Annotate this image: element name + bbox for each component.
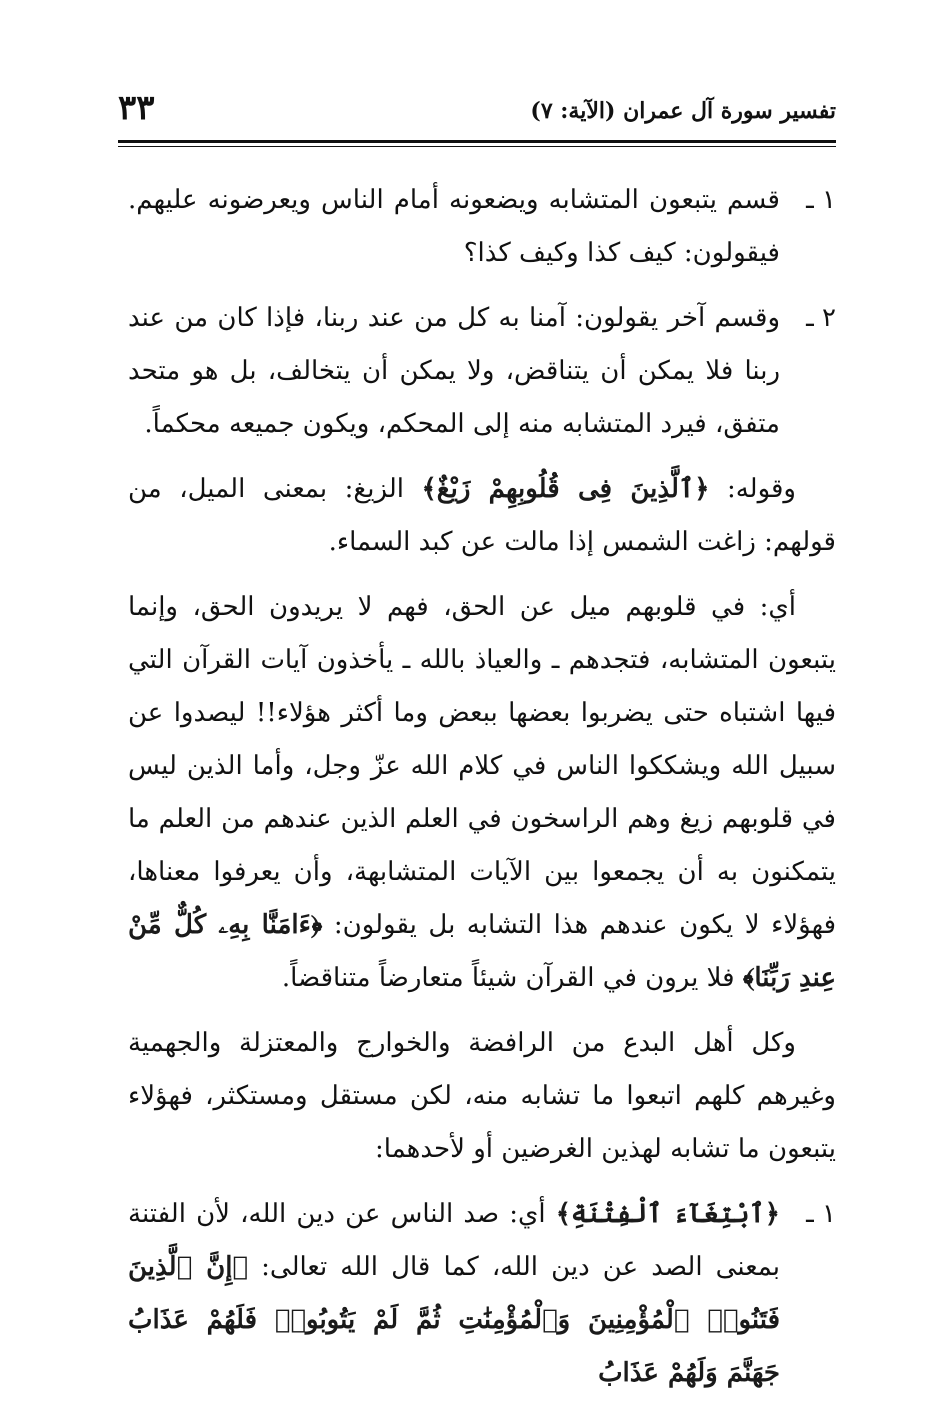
list-item-text: أي: صد الناس عن دين الله، لأن الفتنة بمعنى الصد عن دين الله، كما قال الله تعالى: (128, 1199, 781, 1282)
paragraph-text: وكل أهل البدع من الرافضة والخوارج والمعتزلة والجهمية وغيرهم كلهم اتبعوا ما تشابه منه، لكن مستقل ومستكثر، فهؤلاء يتبعون ما تشابه لهذين الغرضين أو لأحدهما: (128, 1028, 836, 1164)
paragraph-rest: فلا يرون في القرآن شيئاً متعارضاً متناقضاً. (281, 963, 743, 993)
body-text (128, 174, 836, 1412)
list-marker: ٢ ـ (806, 303, 836, 333)
paragraph-lead: وقوله: (709, 474, 796, 504)
quran-quote: ﴿إِنَّ ٱلَّذِينَ فَتَنُوا۟ ٱلْمُؤْمِنِينَ وَٱلْمُؤْمِنَٰتِ ثُمَّ لَمْ يَتُوبُوا۟ فَلَهُمْ عَذَابُ جَهَنَّمَ وَلَهُمْ عَذَابُ (128, 1252, 780, 1388)
list-item-text: قسم يتبعون المتشابه ويضعونه أمام الناس ويعرضونه عليهم. فيقولون: كيف كذا وكيف كذا؟ (128, 185, 780, 268)
paragraph-innovators (128, 1017, 836, 1176)
paragraph-rest: الزيغ: بمعنى الميل، من قولهم: زاغت الشمس إذا مالت عن كبد السماء. (128, 474, 836, 557)
list-item-fitna (128, 1188, 836, 1400)
list-item-1 (128, 174, 836, 280)
list-item-2 (128, 292, 836, 451)
paragraph-lead: أي: في قلوبهم ميل عن الحق، فهم لا يريدون الحق، وإنما يتبعون المتشابه، فتجدهم ـ والعياذ بالله ـ يأخذون آيات القرآن التي فيها اشتباه حتى يضربوا بعضها ببعض وما أكثر هؤلاء!! ليصدوا عن سبيل الله ويشككوا الناس في كلام الله عزّ وجل، وأما الذين ليس في قلوبهم زيغ وهم الراسخون في العلم الذين عندهم من العلم ما يتمكنون به أن يجمعوا بين الآيات المتشابهة، وأن يعرفوا معناها، فهؤلاء لا يكون عندهم هذا التشابه بل يقولون: (128, 592, 836, 940)
page-header (118, 88, 836, 136)
paragraph-explanation (128, 581, 836, 1005)
list-marker: ١ ـ (806, 1199, 836, 1229)
quran-quote: ﴿ٱبْتِغَآءَ ٱلْفِتْنَةِ﴾ (555, 1199, 780, 1229)
page-number: ٣٣ (118, 88, 155, 128)
running-title: تفسير سورة آل عمران (الآية: ٧) (530, 98, 836, 124)
header-rule-thick (118, 140, 836, 143)
header-rule-thin (118, 146, 836, 147)
list-item-text: وقسم آخر يقولون: آمنا به كل من عند ربنا، فإذا كان من عند ربنا فلا يمكن أن يتناقض، ولا يمكن أن يتخالف، بل هو متحد متفق، فيرد المتشابه منه إلى المحكم، ويكون جميعه محكماً. (128, 303, 780, 439)
quran-quote: ﴿ءَامَنَّا بِهِۦ كُلٌّ مِّنْ عِندِ رَبِّنَا﴾ (128, 910, 836, 993)
list-marker: ١ ـ (806, 185, 836, 215)
quran-quote: ﴿ٱلَّذِينَ فِى قُلُوبِهِمْ زَيْغٌ﴾ (421, 474, 710, 504)
paragraph-zaygh (128, 463, 836, 569)
